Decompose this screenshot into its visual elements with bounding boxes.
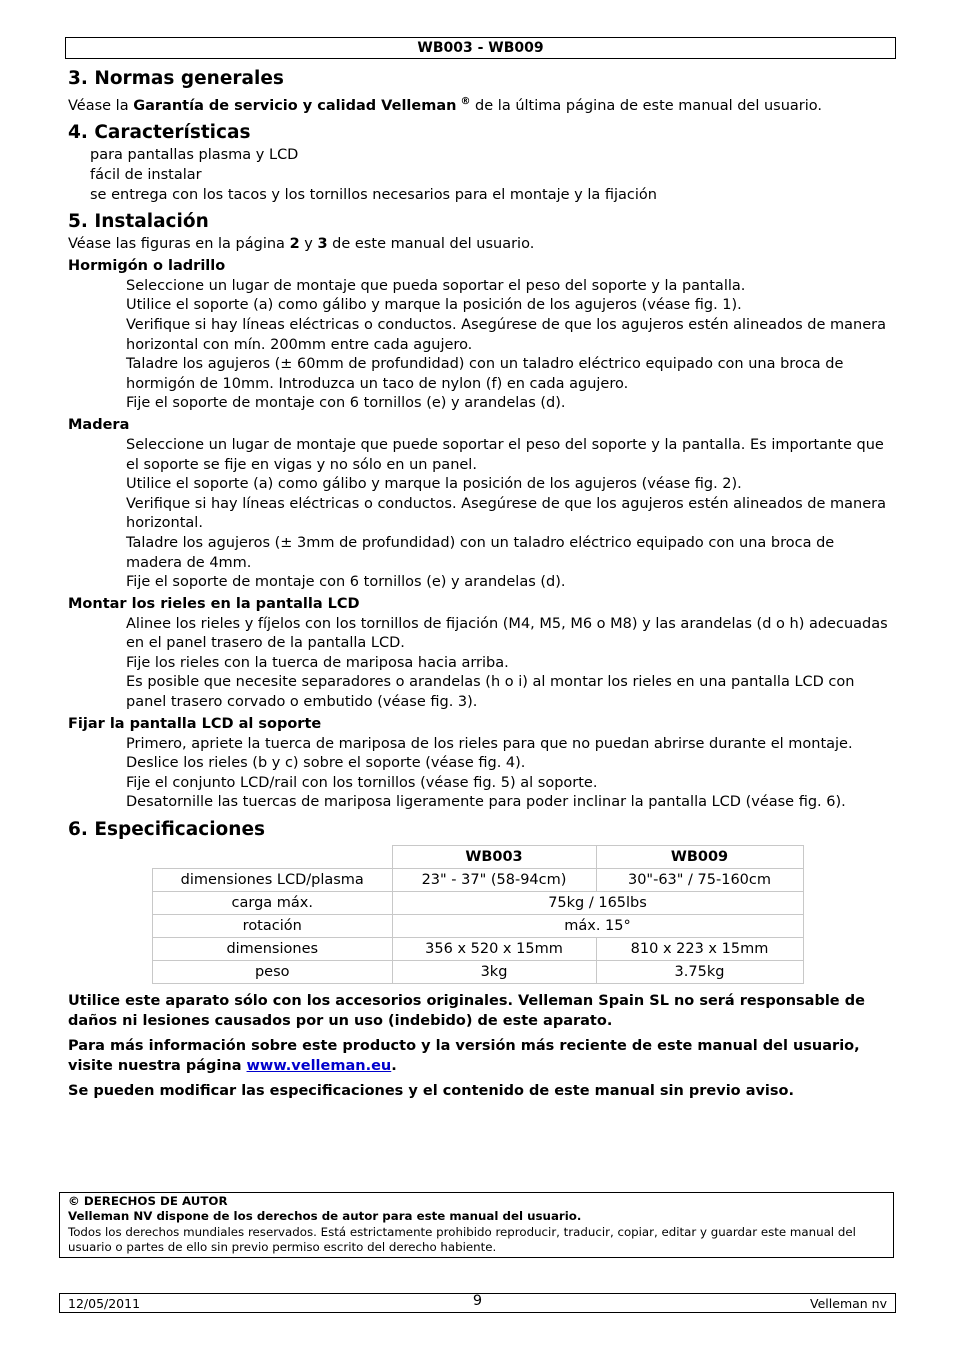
notice-accesorios: Utilice este aparato sólo con los accesorios originales. Velleman Spain SL no será responsable de daños ni lesiones causados por un uso (indebido) de este aparato. <box>68 993 865 1029</box>
page-number: 9 <box>472 1293 483 1309</box>
notice-info-b: . <box>391 1057 397 1074</box>
specifications-table <box>152 845 804 984</box>
list-item: Verifique si hay líneas eléctricas o conductos. Asegúrese de que los agujeros estén alineados de manera horizontal. <box>126 495 887 532</box>
cell-wb009: 3.75kg <box>596 961 803 984</box>
list-item: Primero, apriete la tuerca de mariposa de los rieles para que no puedan abrirse durante el montaje. <box>126 735 853 752</box>
cell-both: 75kg / 165lbs <box>392 892 803 915</box>
column-header-wb009: WB009 <box>596 846 803 869</box>
subsection-title-fijar: Fijar la pantalla LCD al soporte <box>68 715 322 732</box>
madera-steps <box>68 436 888 593</box>
list-item: Fije los rieles con la tuerca de mariposa hacia arriba. <box>126 654 509 671</box>
section-title-especificaciones: 6. Especificaciones <box>68 819 265 841</box>
list-item: Utilice el soporte (a) como gálibo y marque la posición de los agujeros (véase fig. 1). <box>126 297 742 314</box>
fijar-steps <box>68 735 888 813</box>
row-label: rotación <box>153 915 393 938</box>
notice-modificar: Se pueden modificar las especificaciones y el contenido de este manual sin previo aviso. <box>68 1083 794 1100</box>
footer-company: Velleman nv <box>810 1296 887 1311</box>
list-item: Verifique si hay líneas eléctricas o conductos. Asegúrese de que los agujeros estén alineados de manera horizontal con mín. 200mm entre cada agujero. <box>126 316 887 353</box>
list-item: Taladre los agujeros (± 3mm de profundidad) con un taladro eléctrico equipado con una broca de madera de 4mm. <box>126 534 835 571</box>
list-item: Desatornille las tuercas de mariposa ligeramente para poder inclinar la pantalla LCD (véase fig. 6). <box>126 794 846 811</box>
row-label: dimensiones <box>153 938 393 961</box>
list-item: Fije el soporte de montaje con 6 tornillos (e) y arandelas (d). <box>126 574 566 591</box>
section-title-caracteristicas: 4. Características <box>68 122 251 144</box>
subsection-title-rieles: Montar los rieles en la pantalla LCD <box>68 595 360 612</box>
cell-both: máx. 15° <box>392 915 803 938</box>
cell-wb009: 30"-63" / 75-160cm <box>596 869 803 892</box>
table-row <box>153 961 804 984</box>
list-item: Seleccione un lugar de montaje que pueda soportar el peso del soporte y la pantalla. <box>126 277 746 294</box>
copyright-line1: Velleman NV dispone de los derechos de autor para este manual del usuario. <box>68 1209 582 1224</box>
table-header-row <box>153 846 804 869</box>
header-title: WB003 - WB009 <box>417 40 544 56</box>
list-item: Seleccione un lugar de montaje que puede soportar el peso del soporte y la pantalla. Es importante que el soporte se fije en vigas y no sólo en un panel. <box>126 436 884 473</box>
normas-text <box>68 92 888 116</box>
list-item: fácil de instalar <box>90 167 202 184</box>
notice-info-a: Para más información sobre este producto y la versión más reciente de este manual del usuario, visite nuestra página <box>68 1038 860 1074</box>
cell-wb009: 810 x 223 x 15mm <box>596 938 803 961</box>
list-item: se entrega con los tacos y los tornillos necesarios para el montaje y la fijación <box>90 186 657 203</box>
document-footer <box>59 1293 896 1313</box>
footer-date: 12/05/2011 <box>68 1296 141 1311</box>
cell-wb003: 23" - 37" (58-94cm) <box>392 869 596 892</box>
table-corner <box>153 846 393 869</box>
normas-text-sup: ® <box>460 96 471 107</box>
list-item: Fije el soporte de montaje con 6 tornillos (e) y arandelas (d). <box>126 395 566 412</box>
copyright-line2: Todos los derechos mundiales reservados. Está estrictamente prohibido reproducir, traducir, copiar, editar y guardar este manual del usuario o partes de ello sin previo permiso escrito del derecho habiente. <box>68 1224 856 1255</box>
normas-text-b: de la última página de este manual del usuario. <box>470 97 823 114</box>
document-header <box>65 37 896 59</box>
normas-text-a: Véase la <box>68 97 134 114</box>
subsection-title-madera: Madera <box>68 416 130 433</box>
caracteristicas-list <box>68 146 888 205</box>
list-item: para pantallas plasma y LCD <box>90 147 299 164</box>
intro-c: y <box>299 236 318 253</box>
rieles-steps <box>68 615 888 713</box>
intro-d: 3 <box>317 236 328 253</box>
table-row <box>153 869 804 892</box>
velleman-website-link[interactable]: www.velleman.eu <box>246 1057 392 1074</box>
cell-wb003: 356 x 520 x 15mm <box>392 938 596 961</box>
section-title-instalacion: 5. Instalación <box>68 211 209 233</box>
row-label: dimensiones LCD/plasma <box>153 869 393 892</box>
instalacion-intro <box>68 235 888 255</box>
normas-text-bold: Garantía de servicio y calidad Velleman <box>133 97 457 114</box>
table-row <box>153 892 804 915</box>
list-item: Taladre los agujeros (± 60mm de profundidad) con un taladro eléctrico equipado con una broca de hormigón de 10mm. Introduzca un taco de nylon (f) en cada agujero. <box>126 356 844 392</box>
subsection-title-hormigon: Hormigón o ladrillo <box>68 257 226 274</box>
copyright-title: © DERECHOS DE AUTOR <box>68 1194 228 1208</box>
copyright-box <box>59 1192 894 1258</box>
list-item: Es posible que necesite separadores o arandelas (h o i) al montar los rieles en una pantalla LCD con panel trasero corvado o embutido (véase fig. 3). <box>126 674 855 711</box>
notice-info <box>68 1037 888 1076</box>
table-row <box>153 915 804 938</box>
row-label: carga máx. <box>153 892 393 915</box>
section-title-normas: 3. Normas generales <box>68 68 284 89</box>
list-item: Deslice los rieles (b y c) sobre el soporte (véase fig. 4). <box>126 755 526 772</box>
cell-wb003: 3kg <box>392 961 596 984</box>
list-item: Fije el conjunto LCD/rail con los tornillos (véase fig. 5) al soporte. <box>126 774 598 791</box>
intro-e: de este manual del usuario. <box>327 236 535 253</box>
column-header-wb003: WB003 <box>392 846 596 869</box>
intro-a: Véase las figuras en la página <box>68 236 290 253</box>
list-item: Alinee los rieles y fíjelos con los tornillos de fijación (M4, M5, M6 o M8) y las arandelas (d o h) adecuadas en el panel trasero de la pantalla LCD. <box>126 615 888 652</box>
row-label: peso <box>153 961 393 984</box>
hormigon-steps <box>68 277 888 414</box>
table-row <box>153 938 804 961</box>
page-content <box>68 66 888 1102</box>
intro-b: 2 <box>289 236 300 253</box>
list-item: Utilice el soporte (a) como gálibo y marque la posición de los agujeros (véase fig. 2). <box>126 476 742 493</box>
